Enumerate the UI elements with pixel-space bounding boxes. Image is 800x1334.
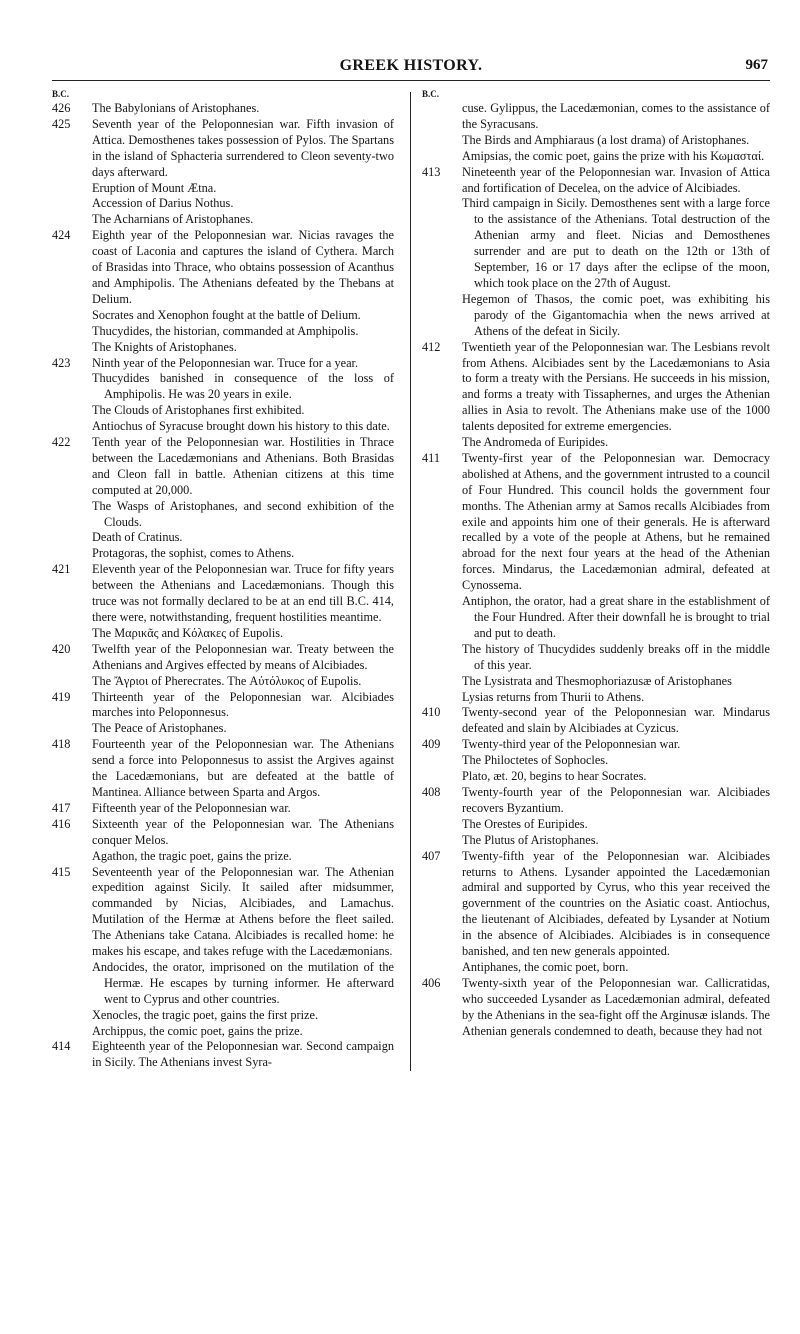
- year-label: 408: [422, 784, 441, 799]
- entry-subitem: Socrates and Xenophon fought at the battle of Delium.: [92, 307, 361, 322]
- year-label: 413: [422, 164, 441, 179]
- entry-main: [422, 976, 770, 1040]
- entry-text: Sixteenth year of the Peloponnesian war. The Athenians conquer Melos.: [92, 816, 394, 847]
- entry-subitem: The Andromeda of Euripides.: [462, 435, 609, 450]
- chronology-entry: [52, 690, 394, 738]
- entry-main: [52, 562, 394, 626]
- year-label: 410: [422, 705, 441, 720]
- entry-text: Twenty-sixth year of the Peloponnesian war. Callicratidas, who succeeded Lysander as Lacedæmonian admiral, defeated by the Athenians in the sea-fight off the Arginusæ islands. The Athenian generals condemned to death, because they had not: [462, 975, 770, 1038]
- chronology-entry: [52, 435, 394, 562]
- entry-text: Ninth year of the Peloponnesian war. Truce for a year.: [92, 355, 359, 370]
- chronology-entry: [52, 737, 394, 801]
- entry-text: Eleventh year of the Peloponnesian war. Truce for fifty years between the Athenians and Lacedæmonians. Though this truce was not formally declared to be at an end till B.C. 414, there were, notwithstanding, frequent hostilities meantime.: [92, 562, 394, 624]
- entry-main: [52, 101, 394, 117]
- year-label: 419: [52, 689, 71, 704]
- entry-text: Twenty-fourth year of the Peloponnesian war. Alcibiades recovers Byzantium.: [462, 784, 770, 815]
- entry-subitem: The Plutus of Aristophanes.: [462, 832, 599, 847]
- entry-text: Nineteenth year of the Peloponnesian war. Invasion of Attica and fortification of Decelea, on the advice of Alcibiades.: [462, 164, 770, 195]
- entry-main: [52, 356, 394, 372]
- two-column-body: [52, 88, 770, 1071]
- entry-main: [52, 435, 394, 499]
- entry-text: Twentieth year of the Peloponnesian war. The Lesbians revolt from Athens. Alcibiades sent by the Lacedæmonians to Asia to form a treaty with the Persians. He succeeds in his mission, and forms a treaty with Tissaphernes, and urges the Athenian allies in Asia to revolt. The Athenians make use of the 1000 talents deposited for extreme emergencies.: [462, 339, 770, 434]
- chronology-entry: [52, 101, 394, 117]
- running-title: GREEK HISTORY.: [339, 57, 483, 74]
- entry-subitem: The Wasps of Aristophanes, and second exhibition of the Clouds.: [92, 498, 394, 529]
- entry-subitem: Eruption of Mount Ætna.: [92, 180, 217, 195]
- chronology-entry: [422, 340, 770, 451]
- entry-main: [52, 801, 394, 817]
- chronology-entry: [422, 976, 770, 1040]
- entry-main: [52, 642, 394, 674]
- chronology-entry: [52, 117, 394, 228]
- entry-main: [422, 101, 770, 133]
- year-label: 416: [52, 816, 71, 831]
- year-label: 415: [52, 864, 71, 879]
- entry-text: Twenty-fifth year of the Peloponnesian war. Alcibiades returns to Athens. Lysander appointed the Lacedæmonian admiral and supported by Cyrus, who this year received the government of the countries on the Asiatic coast. Antiochus, the lieutenant of Alcibiades, defeated by Lysander at Notium in the absence of Alcibiades. Alcibiades is in consequence banished, and ten new generals appointed.: [462, 848, 770, 959]
- entry-subitem: Xenocles, the tragic poet, gains the first prize.: [92, 1007, 319, 1022]
- entry-subitem: The Lysistrata and Thesmophoriazusæ of Aristophanes: [462, 673, 732, 688]
- entry-text: Twenty-third year of the Peloponnesian war.: [462, 737, 681, 752]
- entry-subitem: Amipsias, the comic poet, gains the prize with his Κωμασταί.: [462, 148, 765, 163]
- entry-subitem: Death of Cratinus.: [92, 530, 183, 545]
- entry-text: Twelfth year of the Peloponnesian war. Treaty between the Athenians and Argives effected by means of Alcibiades.: [92, 641, 394, 672]
- year-label: 425: [52, 116, 71, 131]
- entry-subitem: The Μαρικᾶς and Κόλακες of Eupolis.: [92, 625, 284, 640]
- chronology-entry: [52, 356, 394, 436]
- entry-main: [422, 737, 770, 753]
- year-label: 406: [422, 975, 441, 990]
- entry-text: Eighth year of the Peloponnesian war. Nicias ravages the coast of Laconia and captures the island of Cythera. March of Brasidas into Thrace, who obtains possession of Acanthus and Amphipolis. The Athenians defeated by the Thebans at Delium.: [92, 228, 394, 306]
- entry-subitem: Archippus, the comic poet, gains the prize.: [92, 1023, 303, 1038]
- entry-main: [52, 690, 394, 722]
- entry-subitem: The Orestes of Euripides.: [462, 816, 588, 831]
- entry-main: [422, 705, 770, 737]
- entry-main: [422, 165, 770, 197]
- entry-text: Seventeenth year of the Peloponnesian war. The Athenian expedition against Sicily. It sailed after midsummer, commanded by Nicias, Alcibiades, and Lamachus. Mutilation of the Hermæ at Athens before the fleet sailed. The Athenians take Catana. Alcibiades is recalled home: he makes his escape, and takes refuge with the Lacedæmonians.: [92, 864, 394, 959]
- year-label: 421: [52, 562, 71, 577]
- entry-subitem: Thucydides banished in consequence of the loss of Amphipolis. He was 20 years in exile.: [92, 371, 394, 402]
- entry-main: [52, 1039, 394, 1071]
- chronology-entry: [422, 101, 770, 165]
- entry-text: Fourteenth year of the Peloponnesian war. The Athenians send a force into Peloponnesus to assist the Argives against the Lacedæmonians, but are defeated at the battle of Mantinea. Alliance between Sparta and Argos.: [92, 737, 394, 799]
- year-label: 423: [52, 355, 71, 370]
- entry-subitem: Third campaign in Sicily. Demosthenes sent with a large force to the assistance of the Athenians. Total destruction of the Athenian army and fleet. Nicias and Demosthenes surrender and are put to death on the 12th or 13th of September, 16 or 17 days after the eclipse of the moon, which took place on the 27th of August.: [462, 196, 770, 290]
- entry-main: [52, 737, 394, 801]
- entry-subitem: The Birds and Amphiaraus (a lost drama) of Aristophanes.: [462, 132, 750, 147]
- chronology-entry: [422, 785, 770, 849]
- entry-text: Fifteenth year of the Peloponnesian war.: [92, 800, 291, 815]
- entry-subitem: Accession of Darius Nothus.: [92, 196, 234, 211]
- year-label: 420: [52, 641, 71, 656]
- entry-text: Tenth year of the Peloponnesian war. Hostilities in Thrace between the Lacedæmonians and Athenians. Both Brasidas and Cleon fall in battle. Athenian citizens at this time computed at 20,000.: [92, 435, 394, 497]
- year-label: 412: [422, 339, 441, 354]
- year-label: 422: [52, 435, 71, 450]
- entry-main: [422, 785, 770, 817]
- chronology-entry: [422, 737, 770, 785]
- entry-subitem: The Philoctetes of Sophocles.: [462, 753, 609, 768]
- year-label: 418: [52, 737, 71, 752]
- running-header: [52, 58, 770, 81]
- chronology-entry: [52, 562, 394, 642]
- year-label: 426: [52, 101, 71, 115]
- chronology-entry: [52, 801, 394, 817]
- year-label: 411: [422, 450, 440, 465]
- entry-main: [52, 865, 394, 960]
- entry-text: Twenty-second year of the Peloponnesian war. Mindarus defeated and slain by Alcibiades at Cyzicus.: [462, 705, 770, 736]
- entry-main: [52, 817, 394, 849]
- entry-subitem: Antiphon, the orator, had a great share in the establishment of the Four Hundred. After their downfall he is brought to trial and put to death.: [462, 594, 770, 640]
- chronology-entry: [422, 705, 770, 737]
- entry-main: [52, 228, 394, 308]
- right-column: [422, 88, 770, 1071]
- entry-subitem: The Peace of Aristophanes.: [92, 721, 227, 736]
- entry-subitem: Plato, æt. 20, begins to hear Socrates.: [462, 769, 647, 784]
- year-label: 417: [52, 800, 71, 815]
- entry-subitem: The Acharnians of Aristophanes.: [92, 212, 254, 227]
- year-label: 407: [422, 848, 441, 863]
- chronology-entry: [52, 865, 394, 1040]
- right-entries: [422, 101, 770, 1039]
- left-entries: [52, 101, 394, 1071]
- left-column-label: B.C.: [52, 89, 70, 99]
- entry-text: Seventh year of the Peloponnesian war. Fifth invasion of Attica. Demosthenes takes possession of Pylos. The Spartans in the island of Sphacteria surrendered to Cleon seventy-two days afterward.: [92, 116, 394, 179]
- chronology-entry: [422, 451, 770, 706]
- year-label: 409: [422, 737, 441, 752]
- left-column: [52, 88, 400, 1071]
- entry-subitem: Andocides, the orator, imprisoned on the mutilation of the Hermæ. He escapes by turning informer. He afterward went to Cyprus and other countries.: [92, 959, 394, 1006]
- entry-subitem: The Clouds of Aristophanes first exhibited.: [92, 403, 305, 418]
- entry-subitem: Protagoras, the sophist, comes to Athens.: [92, 546, 295, 561]
- entry-subitem: Thucydides, the historian, commanded at Amphipolis.: [92, 323, 359, 338]
- entry-subitem: The history of Thucydides suddenly breaks off in the middle of this year.: [462, 641, 770, 672]
- chronology-entry: [52, 642, 394, 690]
- chronology-entry: [422, 165, 770, 340]
- year-label: 414: [52, 1039, 71, 1054]
- entry-text: cuse. Gylippus, the Lacedæmonian, comes to the assistance of the Syracusans.: [462, 101, 770, 131]
- chronology-entry: [422, 849, 770, 976]
- entry-subitem: Antiphanes, the comic poet, born.: [462, 959, 629, 974]
- entry-main: [52, 117, 394, 181]
- entry-subitem: Agathon, the tragic poet, gains the prize.: [92, 848, 292, 863]
- entry-subitem: The Ἄγριοι of Pherecrates. The Αὐτόλυκος of Eupolis.: [92, 673, 362, 688]
- year-label: 424: [52, 228, 71, 243]
- entry-subitem: Lysias returns from Thurii to Athens.: [462, 689, 645, 704]
- right-column-label: B.C.: [422, 89, 440, 99]
- entry-text: The Babylonians of Aristophanes.: [92, 101, 260, 115]
- chronology-entry: [52, 1039, 394, 1071]
- chronology-entry: [52, 817, 394, 865]
- entry-main: [422, 451, 770, 594]
- entry-subitem: Antiochus of Syracuse brought down his history to this date.: [92, 419, 390, 434]
- entry-main: [422, 849, 770, 960]
- entry-text: Thirteenth year of the Peloponnesian war. Alcibiades marches into Peloponnesus.: [92, 689, 394, 720]
- page-number: 967: [745, 57, 768, 73]
- entry-text: Eighteenth year of the Peloponnesian war. Second campaign in Sicily. The Athenians invest Syra-: [92, 1039, 394, 1070]
- chronology-entry: [52, 228, 394, 355]
- entry-subitem: Hegemon of Thasos, the comic poet, was exhibiting his parody of the Gigantomachia when the news arrived at Athens of the defeat in Sicily.: [462, 291, 770, 338]
- entry-subitem: The Knights of Aristophanes.: [92, 339, 237, 354]
- entry-text: Twenty-first year of the Peloponnesian war. Democracy abolished at Athens, and the government intrusted to a council of Four Hundred. This council holds the government four months. The Athenian army at Samos recalls Alcibiades from exile and appoints him one of their generals. He is afterward recalled by a vote of the people at Athens, but he remained abroad for the next four years at the head of the Athenian forces. Mindarus, the Lacedæmonian admiral, defeated at Cynossema.: [462, 450, 770, 593]
- entry-main: [422, 340, 770, 435]
